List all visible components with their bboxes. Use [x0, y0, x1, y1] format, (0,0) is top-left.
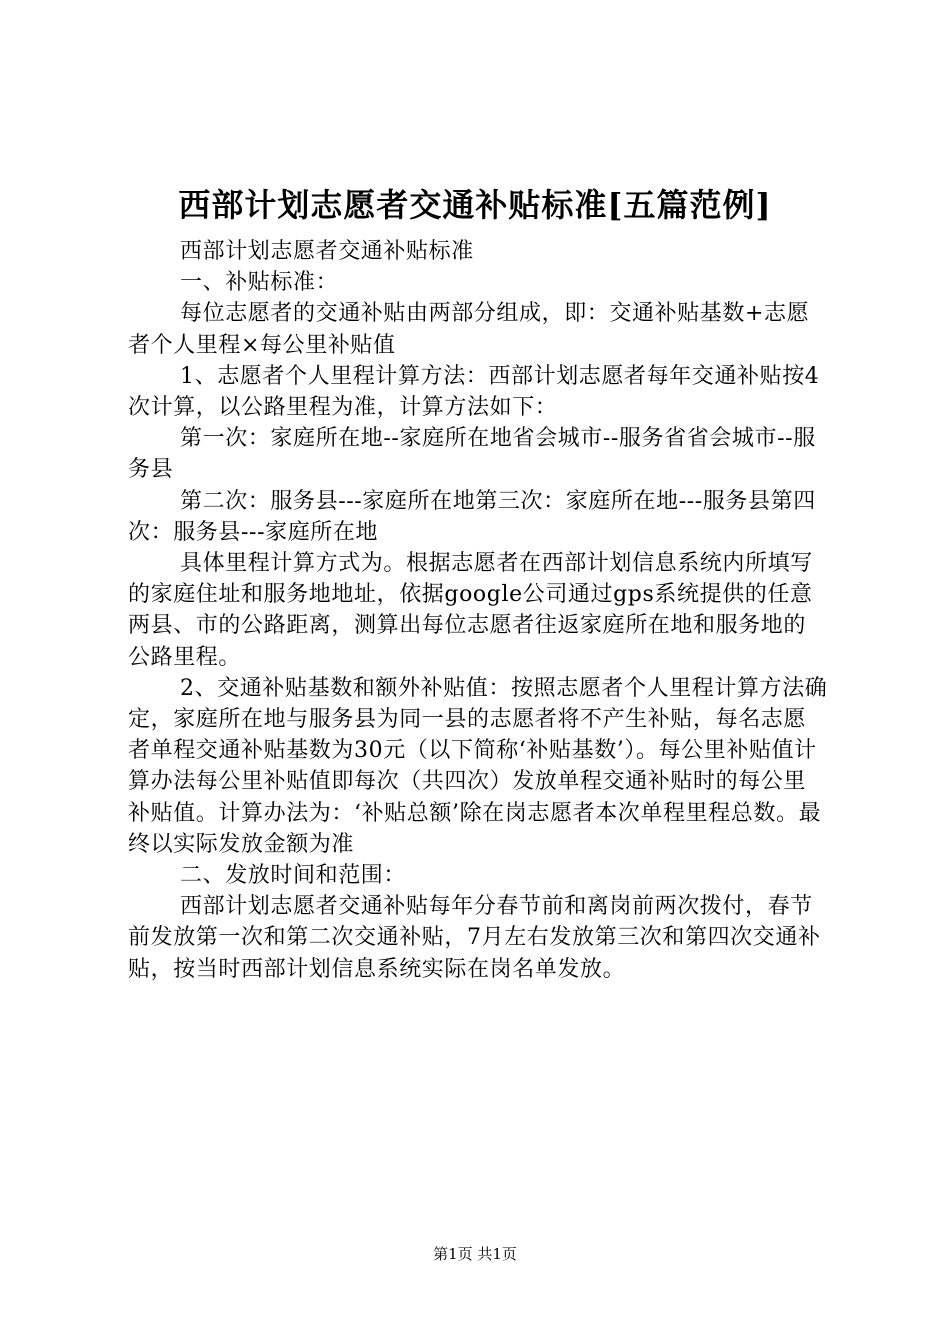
paragraph-subsidy-base: 2、交通补贴基数和额外补贴值：按照志愿者个人里程计算方法确定，家庭所在地与服务县为同一县的志愿者将不产生补贴，每名志愿者单程交通补贴基数为30元（以下简称‘补贴基数’）。每公里补贴值计算办法每公里补贴值即每次（共四次）发放单程交通补贴时的每公里补贴值。计算办法为：‘补贴总额’除在岗志愿者本次单程里程总数。最终以实际发放金额为准: [128, 675, 828, 857]
document-title: 西部计划志愿者交通补贴标准[五篇范例]: [178, 186, 772, 224]
document-body: [128, 236, 828, 985]
paragraph-section-heading-1: 一、补贴标准：: [180, 270, 339, 296]
paragraph-mileage-calculation: 具体里程计算方式为。根据志愿者在西部计划信息系统内所填写的家庭住址和服务地地址，依据google公司通过gps系统提供的任意两县、市的公路距离，测算出每位志愿者往返家庭所在地和服务地的公路里程。: [128, 551, 813, 670]
paragraph-first-trip: 第一次：家庭所在地--家庭所在地省会城市--服务省省会城市--服务县: [128, 426, 816, 483]
page-footer: 第1页 共1页: [433, 1245, 517, 1263]
paragraph-section-heading-2: 二、发放时间和范围：: [180, 863, 407, 889]
paragraph-mileage-method: 1、志愿者个人里程计算方法：西部计划志愿者每年交通补贴按4次计算，以公路里程为准，计算方法如下：: [128, 363, 820, 421]
paragraph-other-trips: 第二次：服务县---家庭所在地第三次：家庭所在地---服务县第四次：服务县---家庭所在地: [128, 488, 816, 545]
paragraph-payment-schedule: 西部计划志愿者交通补贴每年分春节前和离岗前两次拨付，春节前发放第一次和第二次交通补贴，7月左右发放第三次和第四次交通补贴，按当时西部计划信息系统实际在岗名单发放。: [128, 894, 821, 982]
paragraph-subsidy-composition: 每位志愿者的交通补贴由两部分组成，即：交通补贴基数+志愿者个人里程×每公里补贴值: [128, 301, 810, 358]
paragraph-subtitle: 西部计划志愿者交通补贴标准: [180, 239, 474, 264]
